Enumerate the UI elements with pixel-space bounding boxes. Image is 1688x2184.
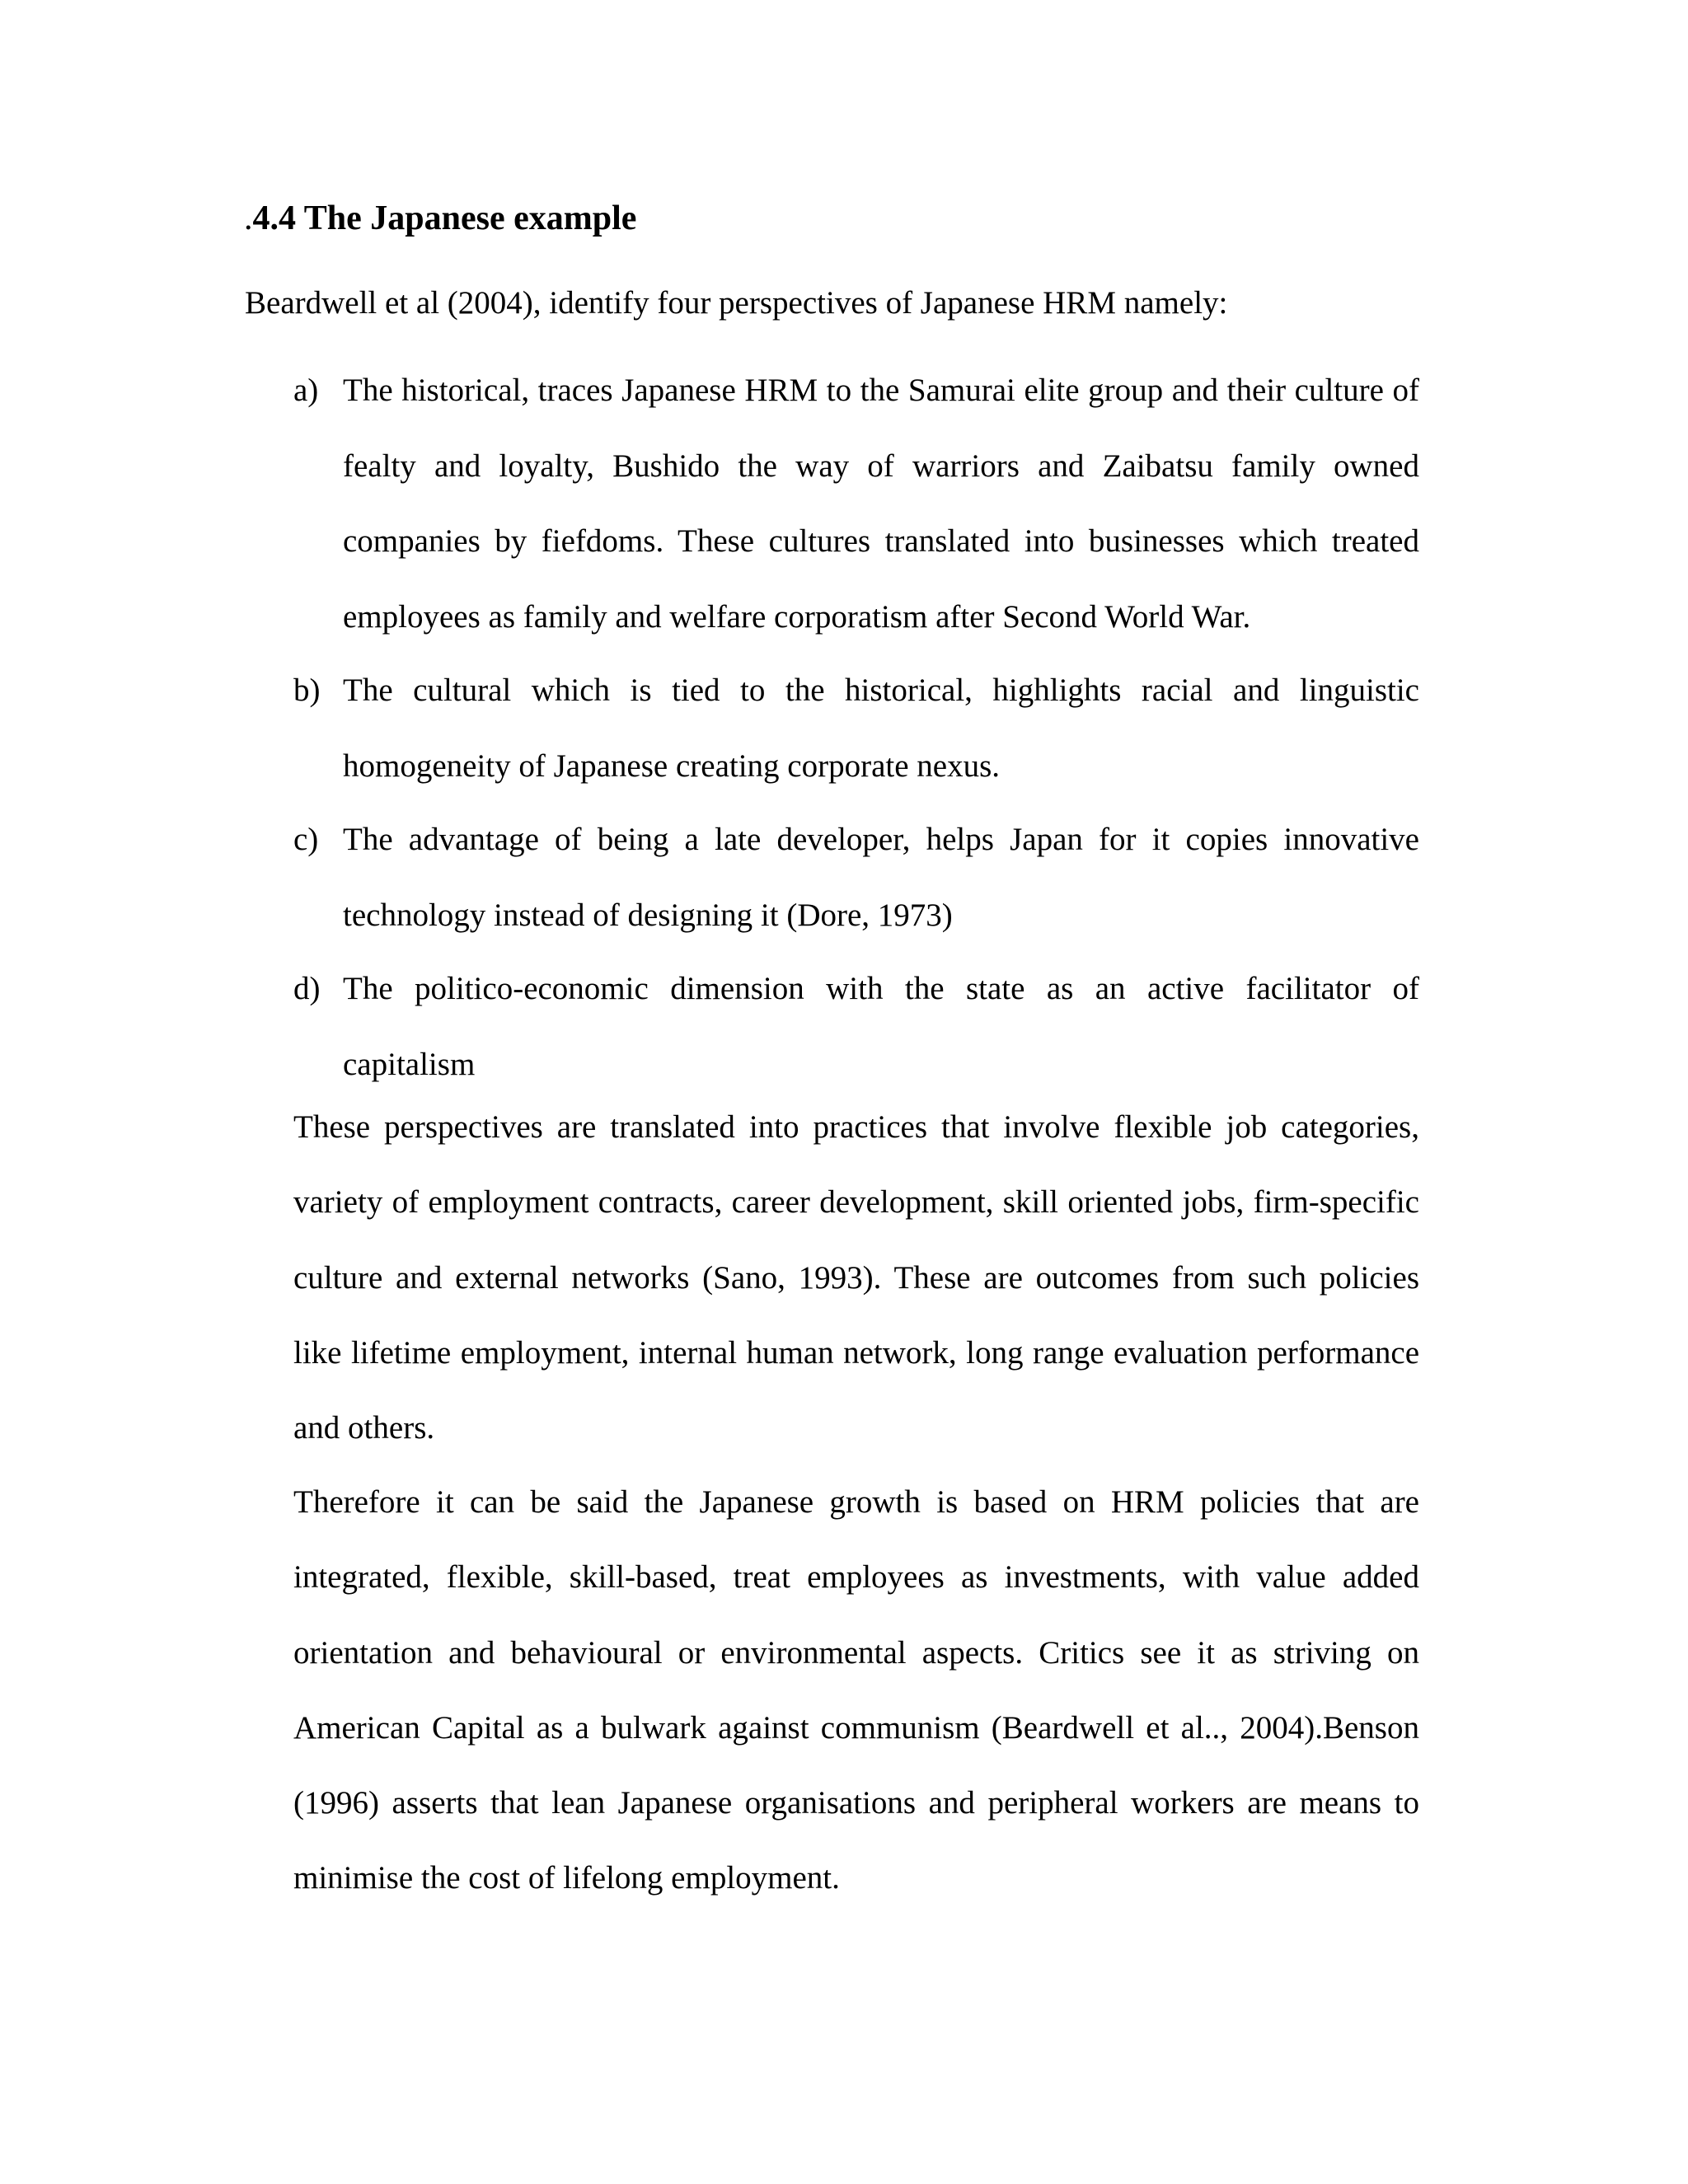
list-item-text: The historical, traces Japanese HRM to the Samurai elite group and their culture of fealty and loyalty, Bushido the way of warriors and Zaibatsu family owned companies by fiefdoms. These cultures translated into businesses which treated employees as family and welfare corporatism after Second World War. [343,373,1419,635]
paragraph-conclusion: Therefore it can be said the Japanese growth is based on HRM policies that are integrated, flexible, skill-based, treat employees as investments, with value added orientation and behavioural or environmental aspects. Critics see it as striving on American Capital as a bulwark against communism (Beardwell et al.., 2004).Benson (1996) asserts that lean Japanese organisations and peripheral workers are means to minimise the cost of lifelong employment. [293,1484,1419,1896]
list-item-text: The politico-economic dimension with the state as an active facilitator of capitalism [343,971,1419,1082]
heading-title: 4.4 The Japanese example [252,199,637,237]
perspectives-list [293,353,1419,1100]
list-marker: c) [293,822,319,857]
paragraph-practices: These perspectives are translated into practices that involve flexible job categories, variety of employment contracts, career development, skill oriented jobs, firm-specific culture and external networks (Sano, 1993). These are outcomes from such policies like lifetime employment, internal human network, long range evaluation performance and others. [293,1109,1419,1446]
heading-prefix: . [244,199,253,237]
list-item-b [293,653,1419,804]
section-heading [244,191,636,246]
list-marker: b) [293,673,321,708]
intro-sentence: Beardwell et al (2004), identify four perspectives of Japanese HRM namely: [245,285,1228,321]
list-item-text: The cultural which is tied to the historical, highlights racial and linguistic homogeneity of Japanese creating corporate nexus. [343,673,1419,784]
list-item-a [293,353,1419,654]
list-item-c [293,802,1419,953]
list-item-text: The advantage of being a late developer, helps Japan for it copies innovative technology instead of designing it (Dore, 1973) [343,822,1419,933]
list-marker: a) [293,373,319,408]
list-marker: d) [293,971,321,1006]
list-item-d [293,951,1419,1102]
